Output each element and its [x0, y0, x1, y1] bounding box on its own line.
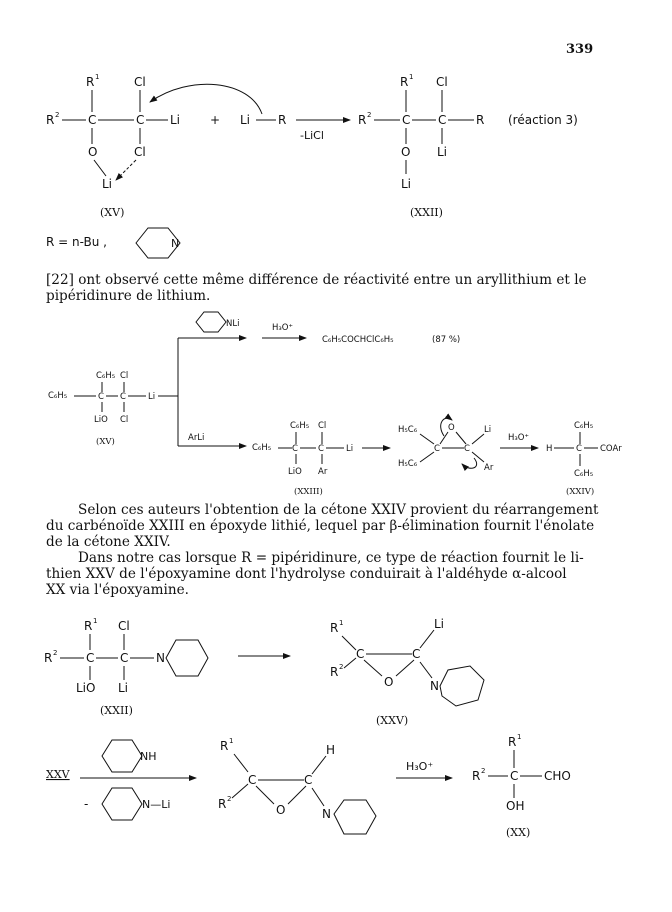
r-definition — [46, 228, 180, 258]
svg-text:C₆H₅: C₆H₅ — [290, 421, 310, 431]
svg-text:C: C — [304, 773, 313, 787]
svg-text:+: + — [210, 113, 221, 127]
svg-text:(87 %): (87 %) — [432, 335, 461, 345]
svg-text:O: O — [448, 423, 455, 433]
paragraph-2: Selon ces auteurs l'obtention de la cétone XXIV provient du réarrangement du carbénoïde XXIII en époxyde lithié, lequel par β-élimination fournit l'énolate de la cétone XXIV. Dans notre cas lorsque R = pipéridinure, ce type de réaction fournit le li- thien XXV de l'époxyamine dont l'hydrolyse conduirait à l'aldéhyde α-alcool XX via l'époxyamine. — [46, 502, 599, 598]
scheme-1-reaction-3 — [46, 73, 578, 219]
svg-text:C₆H₅: C₆H₅ — [48, 391, 68, 401]
svg-text:C: C — [318, 444, 324, 454]
svg-text:H₃O⁺: H₃O⁺ — [272, 323, 293, 333]
svg-text:C: C — [412, 647, 421, 661]
svg-text:N: N — [322, 807, 331, 821]
svg-text:2: 2 — [53, 649, 58, 657]
svg-text:C₆H₅: C₆H₅ — [96, 371, 116, 381]
scheme-3 — [44, 617, 484, 727]
svg-text:C: C — [98, 392, 104, 402]
svg-text:CHO: CHO — [544, 769, 571, 783]
svg-text:Li: Li — [346, 444, 354, 454]
svg-text:C: C — [120, 651, 129, 665]
paragraph-1: [22] ont observé cette même différence de réactivité entre un aryllithium et le pipéridinure de lithium. — [46, 272, 587, 304]
svg-text:1: 1 — [93, 617, 98, 625]
svg-text:-: - — [84, 797, 89, 811]
svg-text:R: R — [44, 651, 53, 665]
product-top: C₆H₅COCHClC₆H₅ — [322, 335, 394, 345]
svg-text:1: 1 — [229, 737, 234, 745]
svg-text:NH: NH — [140, 750, 157, 763]
scheme-4 — [46, 733, 571, 839]
svg-text:H: H — [326, 743, 336, 757]
svg-text:H₅C₆: H₅C₆ — [398, 425, 418, 435]
label-xv: (XV) — [100, 206, 125, 219]
svg-text:Ar: Ar — [484, 463, 494, 473]
svg-text:C: C — [438, 113, 447, 127]
svg-text:H: H — [546, 444, 553, 454]
page-number: 339 — [566, 42, 594, 57]
svg-text:Li: Li — [401, 177, 412, 191]
svg-text:C: C — [292, 444, 298, 454]
svg-text:N: N — [156, 651, 165, 665]
svg-text:2: 2 — [339, 663, 344, 671]
svg-text:C: C — [248, 773, 257, 787]
svg-text:O: O — [401, 145, 411, 159]
svg-text:R: R — [508, 735, 517, 749]
svg-text:C: C — [88, 113, 97, 127]
svg-text:COAr: COAr — [600, 444, 622, 454]
label-xv-2: (XV) — [96, 437, 115, 447]
svg-text:LiO: LiO — [94, 415, 108, 425]
scheme-2 — [48, 312, 622, 497]
svg-text:1: 1 — [339, 619, 344, 627]
svg-text:Li: Li — [434, 617, 445, 631]
svg-text:N: N — [430, 679, 439, 693]
svg-text:C: C — [86, 651, 95, 665]
label-xxv: (XXV) — [376, 714, 409, 727]
svg-text:H₅C₆: H₅C₆ — [398, 459, 418, 469]
svg-text:Cl: Cl — [120, 415, 129, 425]
svg-text:1: 1 — [95, 73, 100, 81]
svg-text:Cl: Cl — [134, 145, 146, 159]
svg-text:H₃O⁺: H₃O⁺ — [406, 760, 434, 773]
reaction-3-label: (réaction 3) — [508, 113, 578, 127]
svg-text:NLi: NLi — [226, 319, 240, 329]
svg-text:Li: Li — [484, 425, 492, 435]
svg-text:H₃O⁺: H₃O⁺ — [508, 433, 529, 443]
svg-text:R: R — [46, 113, 55, 127]
svg-text:R = n-Bu ,: R = n-Bu , — [46, 235, 107, 249]
svg-text:C: C — [576, 444, 582, 454]
svg-text:C: C — [464, 444, 470, 454]
label-xx: (XX) — [506, 826, 531, 839]
label-xxiv: (XXIV) — [566, 487, 595, 497]
svg-text:C: C — [120, 392, 126, 402]
svg-text:ArLi: ArLi — [188, 433, 205, 443]
svg-text:Cl: Cl — [134, 75, 146, 89]
svg-text:Cl: Cl — [118, 619, 130, 633]
svg-text:C: C — [402, 113, 411, 127]
svg-text:Ar: Ar — [318, 467, 328, 477]
svg-text:C: C — [356, 647, 365, 661]
svg-text:R: R — [84, 619, 93, 633]
svg-text:C: C — [136, 113, 145, 127]
svg-text:Li: Li — [437, 145, 448, 159]
svg-text:R: R — [400, 75, 409, 89]
s1-r1: R — [86, 75, 95, 89]
xxv-start: XXV — [46, 768, 70, 781]
svg-text:C: C — [434, 444, 440, 454]
svg-text:2: 2 — [367, 111, 372, 119]
svg-text:Cl: Cl — [318, 421, 327, 431]
svg-text:O: O — [88, 145, 98, 159]
svg-text:Li: Li — [148, 392, 156, 402]
svg-text:C: C — [510, 769, 519, 783]
svg-text:1: 1 — [409, 73, 414, 81]
svg-text:OH: OH — [506, 799, 525, 813]
svg-text:R: R — [278, 113, 287, 127]
svg-text:Li: Li — [240, 113, 251, 127]
svg-text:R: R — [220, 739, 229, 753]
svg-text:2: 2 — [227, 795, 232, 803]
label-xxiii: (XXIII) — [294, 487, 323, 497]
svg-text:R: R — [358, 113, 367, 127]
svg-text:Li: Li — [102, 177, 113, 191]
svg-text:R: R — [330, 665, 339, 679]
svg-text:R: R — [218, 797, 227, 811]
svg-text:LiO: LiO — [288, 467, 302, 477]
svg-text:LiO: LiO — [76, 681, 96, 695]
svg-text:Cl: Cl — [120, 371, 129, 381]
svg-text:-LiCl: -LiCl — [300, 129, 324, 142]
label-xxii-2: (XXII) — [100, 704, 133, 717]
svg-text:C₆H₅: C₆H₅ — [574, 421, 594, 431]
svg-text:Li: Li — [118, 681, 129, 695]
svg-text:Li: Li — [170, 113, 181, 127]
svg-text:C₆H₅: C₆H₅ — [574, 469, 594, 479]
svg-text:O: O — [276, 803, 286, 817]
svg-text:N: N — [171, 237, 180, 250]
svg-text:O: O — [384, 675, 394, 689]
svg-text:R: R — [330, 621, 339, 635]
svg-text:C₆H₅: C₆H₅ — [252, 443, 272, 453]
svg-text:R: R — [472, 769, 481, 783]
svg-text:2: 2 — [55, 111, 60, 119]
svg-text:R: R — [476, 113, 485, 127]
svg-text:1: 1 — [517, 733, 522, 741]
svg-text:2: 2 — [481, 767, 486, 775]
svg-text:Cl: Cl — [436, 75, 448, 89]
label-xxii: (XXII) — [410, 206, 443, 219]
svg-text:N—Li: N—Li — [142, 798, 171, 811]
